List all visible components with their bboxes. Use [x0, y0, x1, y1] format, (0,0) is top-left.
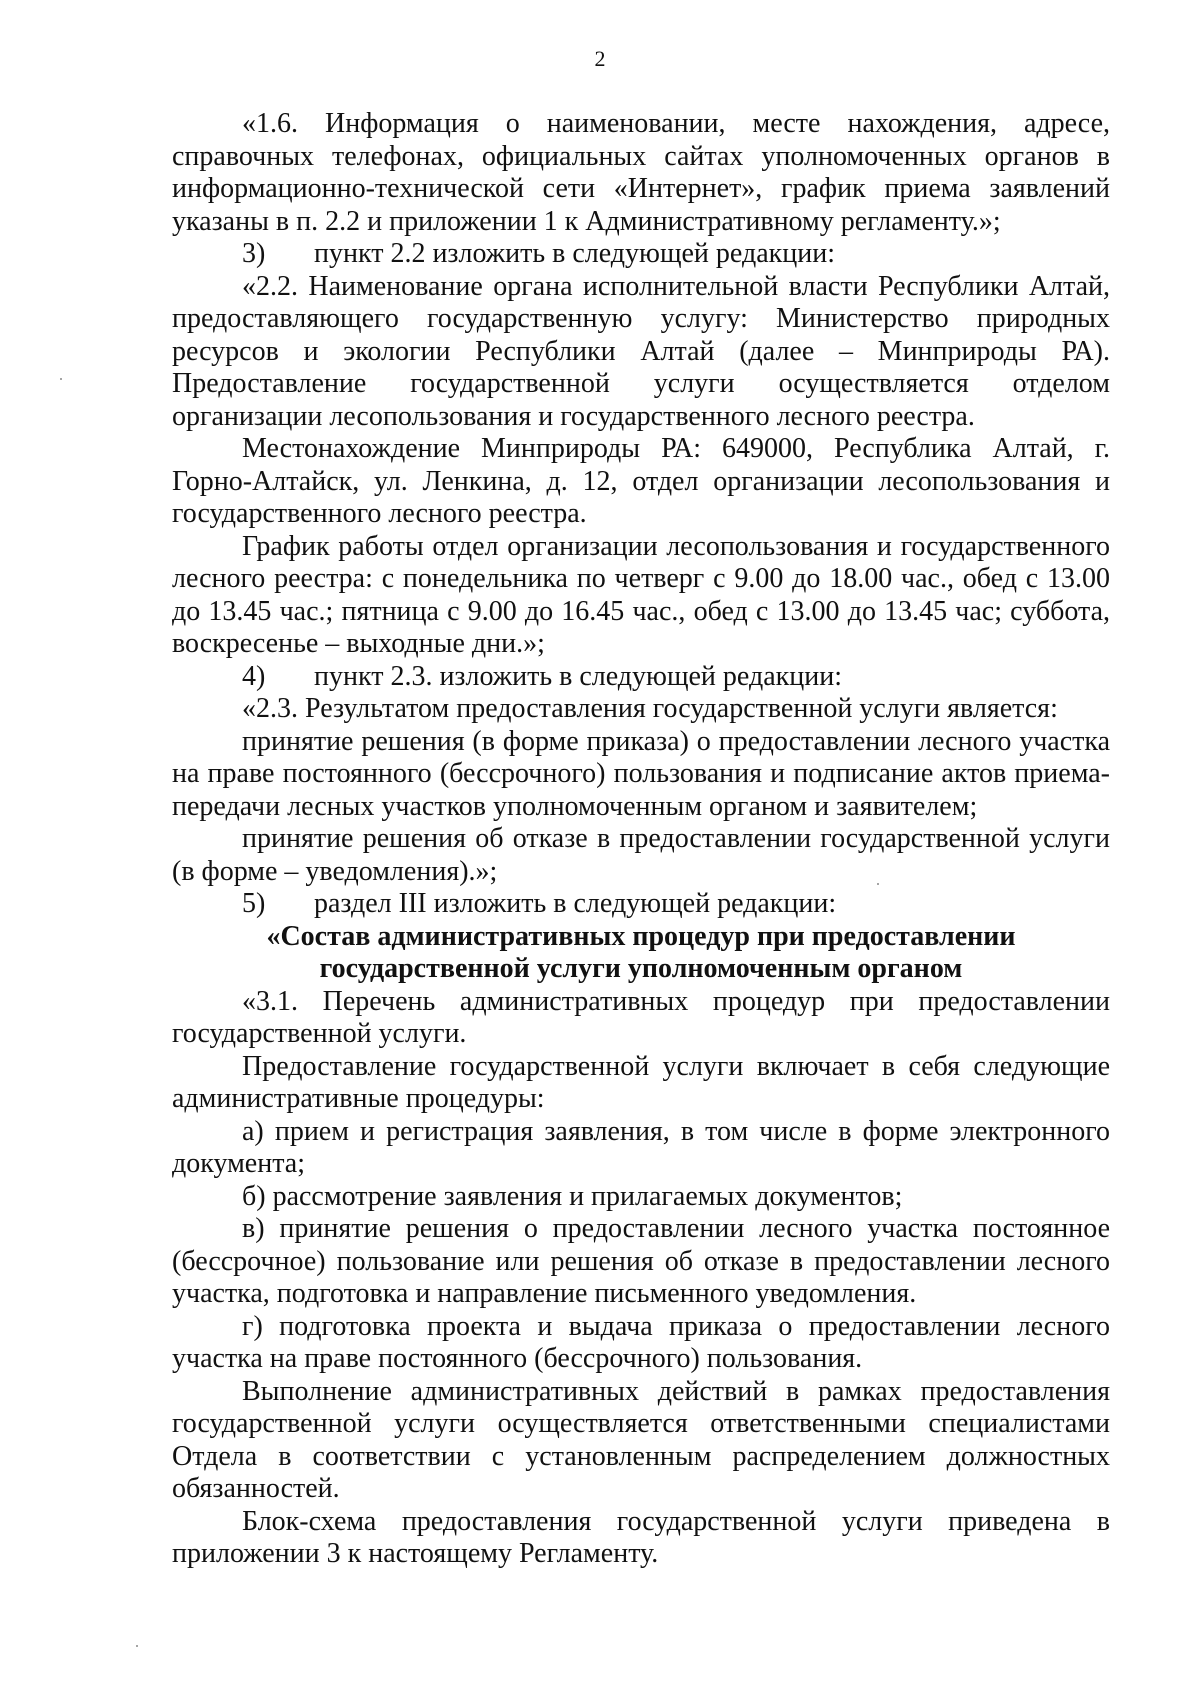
list-number: 5) [242, 888, 266, 919]
paragraph-decision-refuse: принятие решения об отказе в предоставлении государственной услуги (в форме – уведомления).»; [172, 823, 1110, 887]
paragraph-3-1-list: «3.1. Перечень административных процедур при предоставлении государственной услуги. [172, 985, 1110, 1049]
list-item-5 [172, 888, 1110, 921]
paragraph-location: Местонахождение Минприроды РА: 649000, Республика Алтай, г. Горно-Алтайск, ул. Ленкина, д. 12, отдел организации лесопользования и государственного лесного реестра. [172, 433, 1110, 529]
list-item-text: раздел III изложить в следующей редакции: [314, 888, 837, 919]
scan-speck [136, 1645, 138, 1647]
paragraph-schedule: График работы отдел организации лесопользования и государственного лесного реестра: с понедельника по четверг с 9.00 до 18.00 час., обед с 13.00 до 13.45 час.; пятница с 9.00 до 16.45 час., обед с 13.00 до 13.45 час; суббота, воскресенье – выходные дни.»; [172, 530, 1110, 659]
scan-speck [877, 883, 879, 885]
page-number: 2 [594, 46, 606, 71]
scan-speck [60, 378, 62, 380]
list-number: 3) [242, 238, 266, 269]
list-item-text: пункт 2.2 изложить в следующей редакции: [314, 238, 835, 269]
paragraph-execution: Выполнение административных действий в рамках предоставления государственной услуги осуществляется ответственными специалистами Отдела в соответствии с установленным распределением должностных обязанностей. [172, 1375, 1110, 1504]
paragraph-decision-grant: принятие решения (в форме приказа) о предоставлении лесного участка на праве постоянного (бессрочного) пользования и подписание актов приема-передачи лесных участков уполномоченным органом и заявителем; [172, 725, 1110, 822]
paragraph-block-scheme: Блок-схема предоставления государственной услуги приведена в приложении 3 к настоящему Регламенту. [172, 1505, 1110, 1569]
document-body [172, 108, 1110, 1571]
section-heading-line-1: «Состав административных процедур при предоставлении [266, 920, 1016, 952]
paragraph-procedure-a: а) прием и регистрация заявления, в том числе в форме электронного документа; [172, 1115, 1110, 1179]
paragraph-2-2-body: «2.2. Наименование органа исполнительной власти Республики Алтай, предоставляющего государственную услугу: Министерство природных ресурсов и экологии Республики Алтай (далее – Минприроды РА). Предоставление государственной услуги осуществляется отделом организации лесопользования и государственного лесного реестра. [172, 270, 1110, 432]
paragraph-2-3-result: «2.3. Результатом предоставления государственной услуги является: [242, 693, 1058, 724]
paragraph-procedure-g: г) подготовка проекта и выдача приказа о предоставлении лесного участка на праве постоянного (бессрочного) пользования. [172, 1310, 1110, 1374]
paragraph-procedure-b: б) рассмотрение заявления и прилагаемых документов; [242, 1180, 903, 1212]
paragraph-1-6-info: «1.6. Информация о наименовании, месте нахождения, адресе, справочных телефонах, официальных сайтах уполномоченных органов в информационно-технической сети «Интернет», график приема заявлений указаны в п. 2.2 и приложении 1 к Административному регламенту.»; [172, 108, 1110, 237]
list-item-text: пункт 2.3. изложить в следующей редакции: [314, 660, 842, 692]
list-number: 4) [242, 660, 266, 692]
list-item-4 [172, 661, 1110, 694]
section-heading-line-2: государственной услуги уполномоченным органом [319, 953, 963, 984]
paragraph-procedures-intro: Предоставление государственной услуги включает в себя следующие административные процедуры: [172, 1050, 1110, 1114]
section-heading [172, 921, 1110, 986]
paragraph-procedure-v: в) принятие решения о предоставлении лесного участка постоянное (бессрочное) пользование или решения об отказе в предоставлении лесного участка, подготовка и направление письменного уведомления. [172, 1213, 1110, 1309]
list-item-3 [172, 238, 1110, 271]
